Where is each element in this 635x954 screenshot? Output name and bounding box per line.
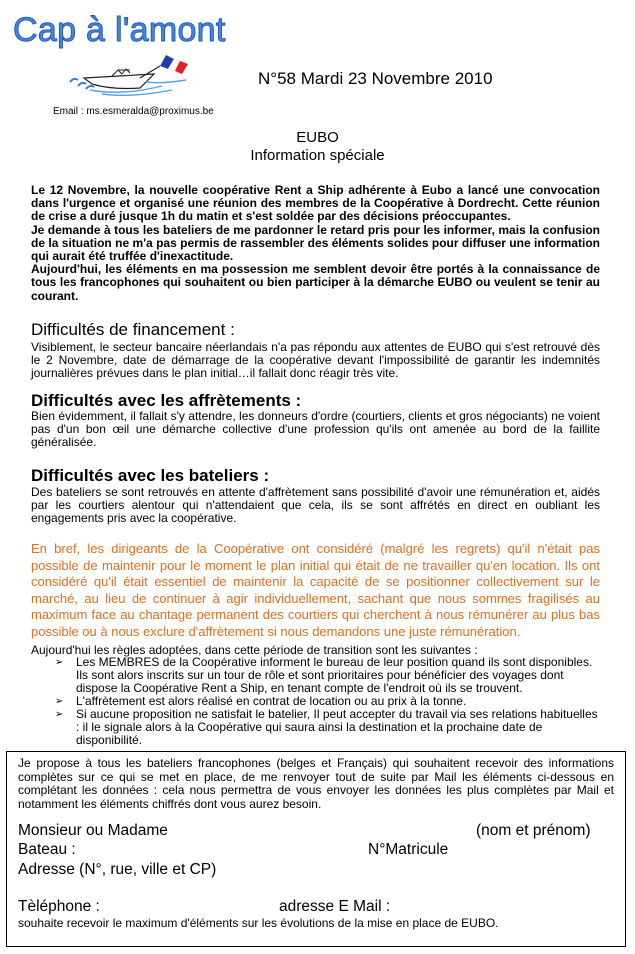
bateliers-body: Des bateliers se sont retrouvés en attente d'affrètement sans possibilité d'avoir une rémunération et, aidés par les courtiers alentour qui n'attendaient que cela, ils se sont affrétés en direct en oubliant les engagements pris avec la coopérative. (31, 485, 600, 526)
form-name-hint: (nom et prénom) (476, 822, 591, 839)
summary-paragraph: En bref, les dirigeants de la Coopérative ont considéré (malgré les regrets) qu'il n'était pas possible de maintenir pour le moment le plan initial qui était de ne travailler qu'en location. Ils ont considéré qu'il était essentiel de maintenir la capacité de se positionner collectivement sur le marché, au lieu de continuer à agir individuellement, sachant que nous sommes fragilisés au maximum face au chantage permanent des courtiers qui cherchent à nous rémunérer au plus bas possible ou à nous exclure d'affrètement si nous demandons une juste rémunération. (31, 541, 600, 639)
boat-flag-logo-icon (62, 52, 192, 98)
rules-intro: Aujourd'hui les règles adoptées, dans cette période de transition sont les suivantes : (31, 643, 478, 657)
title-line-subtitle: Information spéciale (250, 147, 385, 164)
affretements-body: Bien évidemment, il fallait s'y attendre, les donneurs d'ordre (courtiers, clients et gros négociants) ne voient pas d'un bon œil une démarche collective d'une profession qu'ils ont amenée au bord de la faillite généralisée. (31, 409, 600, 450)
heading-affretements: Difficultés avec les affrètements : (31, 391, 302, 410)
arrow-bullet-icon: ➢ (55, 657, 64, 668)
heading-financement: Difficultés de financement : (31, 320, 235, 339)
rule-item (52, 656, 604, 695)
rule-text: Si aucune proposition ne satisfait le batelier, Il peut accepter du travail via ses relations habituelles : il le signale alors à la Coopérative qui saura ainsi la destination et la prochaine date de disponibilité. (76, 707, 598, 747)
contact-email: Email : ms.esmeralda@proximus.be (53, 106, 214, 117)
form-name-label: Monsieur ou Madame (18, 822, 168, 839)
heading-bateliers: Difficultés avec les bateliers : (31, 466, 270, 485)
rule-text: L'affrètement est alors réalisé en contrat de location ou au prix à la tonne. (76, 694, 467, 708)
arrow-bullet-icon: ➢ (55, 696, 64, 707)
document-title (0, 129, 635, 165)
rules-list (52, 656, 604, 747)
intro-paragraph: Le 12 Novembre, la nouvelle coopérative Rent a Ship adhérente à Eubo a lancé une convocation dans l'urgence et organisé une réunion des membres de la Coopérative à Dordrecht. Cette réunion de crise a duré jusque 1h du matin et s'est soldée par des décisions préoccupantes. (31, 183, 600, 224)
title-line-eubo: EUBO (296, 129, 339, 146)
intro-paragraph: Aujourd'hui, les éléments en ma possession me semblent devoir être portés à la connaissance de tous les francophones qui souhaitent ou bien participer à la démarche EUBO ou veulent se tenir au courant. (31, 262, 600, 303)
form-boat-label: Bateau : (18, 841, 76, 858)
form-matricule-label: N°Matricule (368, 841, 449, 858)
form-intro: Je propose à tous les bateliers francophones (belges et Français) qui souhaitent recevoir des informations complètes sur ce qui se met en place, de me renvoyer tout de suite par Mail les éléments ci-dessous en complétant les données : cela nous permettra de vous envoyer les données les plus complètes par Mail et notamment les éléments chiffrés dont vous aurez besoin. (18, 756, 614, 811)
rule-text: Les MEMBRES de la Coopérative informent le bureau de leur position quand ils sont disponibles. Ils sont alors inscrits sur un tour de rôle et sont prioritaires pour bénéficier des voyages dont dispose la Coopérative Rent a Ship, en tenant compte de l'endroit où ils se trouvent. (76, 655, 593, 695)
form-address-label: Adresse (N°, rue, ville et CP) (18, 861, 217, 878)
arrow-bullet-icon: ➢ (55, 709, 64, 720)
intro-paragraphs (31, 184, 600, 303)
rule-item (52, 708, 604, 747)
form-email-label: adresse E Mail : (279, 898, 391, 915)
newsletter-logo-title: Cap à l'amont (13, 11, 226, 49)
intro-paragraph: Je demande à tous les bateliers de me pardonner le retard pris pour les informer, mais la confusion de la situation ne m'a pas permis de rassembler des éléments solides pour diffuser une information qui aurait été truffée d'inexactitude. (31, 222, 600, 264)
financement-body: Visiblement, le secteur bancaire néerlandais n'a pas répondu aux attentes de EUBO qui s'est retrouvé dès le 2 Novembre, date de démarrage de la coopérative devant l'impossibilité de garantir les indemnités journalières prévues dans le plan initial…il fallait donc réagir très vite. (31, 340, 600, 381)
issue-number-date: N°58 Mardi 23 Novembre 2010 (258, 69, 493, 88)
form-phone-label: Tèléphone : (18, 898, 100, 915)
form-footer: souhaite recevoir le maximum d'éléments sur les évolutions de la mise en place de EUBO. (18, 916, 499, 930)
